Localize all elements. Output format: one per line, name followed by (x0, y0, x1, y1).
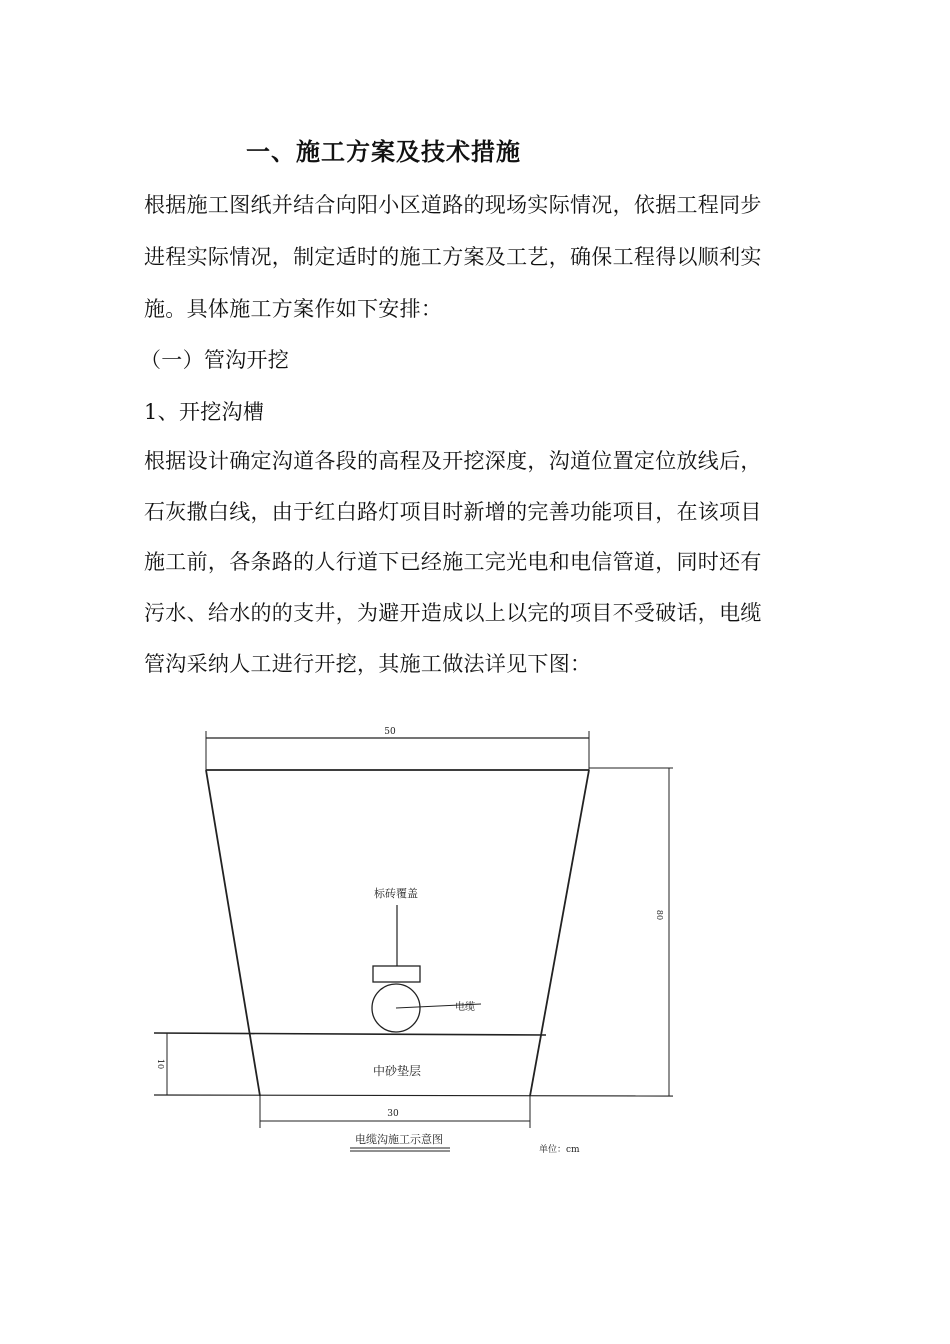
paragraph-line: 施。具体施工方案作如下安排： (144, 297, 443, 321)
bottom-width-label: 30 (387, 1109, 399, 1119)
depth-label: 80 (655, 909, 664, 921)
paragraph-line: 管沟采纳人工进行开挖，其施工做法详见下图： (144, 652, 592, 676)
paragraph-line: 污水、给水的的支井，为避开造成以上以完的项目不受破话，电缆 (144, 601, 762, 625)
diagram-caption: 电缆沟施工示意图 (355, 1133, 443, 1146)
item-heading: 1、开挖沟槽 (144, 400, 265, 424)
cable-trench-diagram (140, 715, 680, 1165)
subsection-heading: （一）管沟开挖 (140, 348, 290, 372)
sand-layer-label: 中砂垫层 (372, 1064, 422, 1078)
trench-bottom-line (154, 1095, 673, 1096)
paragraph-line: 石灰撒白线，由于红白路灯项目时新增的完善功能项目，在该项目 (144, 500, 762, 524)
paragraph-line: 根据施工图纸并结合向阳小区道路的现场实际情况，依据工程同步 (144, 193, 762, 217)
trench-right-wall (530, 770, 589, 1096)
cable-label: 电缆 (455, 1002, 475, 1013)
paragraph-line: 根据设计确定沟道各段的高程及开挖深度，沟道位置定位放线后， (144, 449, 762, 473)
section-heading: 一、施工方案及技术措施 (246, 137, 521, 166)
brick-cover-label: 标砖覆盖 (374, 887, 418, 900)
paragraph-line: 施工前，各条路的人行道下已经施工完光电和电信管道，同时还有 (144, 550, 762, 574)
paragraph-line: 进程实际情况，制定适时的施工方案及工艺，确保工程得以顺利实 (144, 245, 762, 269)
top-width-label: 50 (384, 727, 396, 737)
sand-thickness-label: 10 (156, 1058, 165, 1070)
sand-layer-top (154, 1033, 546, 1035)
brick-cover (373, 966, 420, 982)
unit-label: 单位：cm (539, 1145, 580, 1155)
trench-left-wall (206, 770, 260, 1096)
